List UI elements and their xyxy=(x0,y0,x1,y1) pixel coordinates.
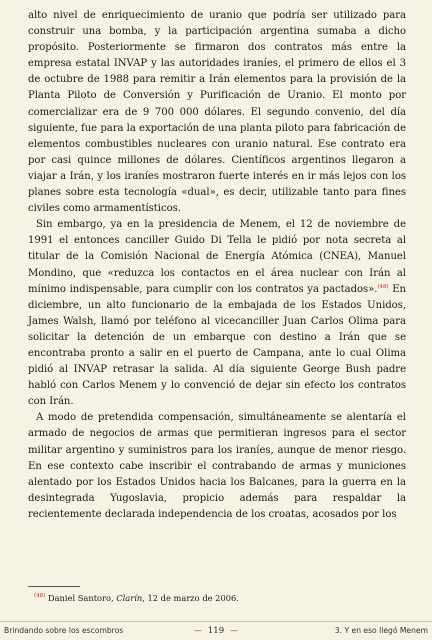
paragraph-1: alto nivel de enriquecimiento de uranio que podría ser utilizado para construir una bomba, y la participación argentina sumaba a dicho propósito. Posteriormente se firmaron dos contratos más entre la empresa estatal INVAP y las autoridades iraníes, el primero de ellos el 3 de octubre de 1988 para remitir a Irán elementos para la provisión de la Planta Piloto de Conversión y Purificación de Uranio. El monto por comercializar era de 9 700 000 dólares. El segundo convenio, del día siguiente, fue para la exportación de una planta piloto para fabricación de elementos combustibles nucleares con uranio natural. Ese contrato era por casi quince millones de dólares. Científicos argentinos llegaron a viajar a Irán, y los iraníes mostraron fuerte interés en ir más lejos con los planes sobre esta tecnología «dual», es decir, utilizable tanto para fines civiles como armamentísticos. xyxy=(28,10,406,215)
footnote-48 xyxy=(34,592,239,604)
footnote-marker: (48) xyxy=(34,593,46,599)
footnote-reference-48[interactable]: (48) xyxy=(377,283,389,290)
paragraph-2-part-2: En diciembre, un alto funcionario de la embajada de los Estados Unidos, James Walsh, llamó por teléfono al vicecanciller Juan Carlos Olima para solicitar la detención de un embarque con destino a Irán que se encontraba pronto a salir en el puerto de Campana, ante lo cual Olima pidió al INVAP retrasar la salida. Al día siguiente George Bush padre habló con Carlos Menem y lo convenció de dejar sin efecto los contratos con Irán. xyxy=(28,283,406,408)
page-number: 119 xyxy=(207,626,225,636)
main-text xyxy=(28,8,406,523)
footnote-separator xyxy=(28,586,80,587)
paragraph-3: A modo de pretendida compensación, simultáneamente se alentaría el armado de negocios de armas que permitieran ingresos para el sector militar argentino y suministros para los iraníes, aunque de menor riesgo. En ese contexto cabe inscribir el contrabando de armas y municiones alentado por los Estados Unidos hacia los Balcanes, para la guerra en la desintegrada Yugoslavia, propicio además para respaldar la recientemente declarada independencia de los croatas, acosados por los xyxy=(28,412,406,520)
paragraph-2 xyxy=(28,217,406,410)
page-footer xyxy=(0,626,432,638)
footnote-author: Daniel Santoro, xyxy=(47,593,117,603)
footer-divider xyxy=(0,621,432,622)
page-dash-left: — xyxy=(194,626,202,635)
chapter-title: 3. Y en eso llegó Menem xyxy=(334,626,428,635)
footnote-source: Clarín xyxy=(116,593,143,603)
paragraph-2-part-1: Sin embargo, ya en la presidencia de Menem, el 12 de noviembre de 1991 el entonces canciller Guido Di Tella le pidió por nota secreta al titular de la Comisión Nacional de Energía Atómica (CNEA), Manuel Mondino, que «reduzca los contactos en el área nuclear con Irán al mínimo indispensable, para cumplir con los contratos ya pactados». xyxy=(28,219,406,295)
book-title: Brindando sobre los escombros xyxy=(4,626,124,635)
page-dash-right: — xyxy=(230,626,238,635)
footnote-date: , 12 de marzo de 2006. xyxy=(142,593,239,603)
